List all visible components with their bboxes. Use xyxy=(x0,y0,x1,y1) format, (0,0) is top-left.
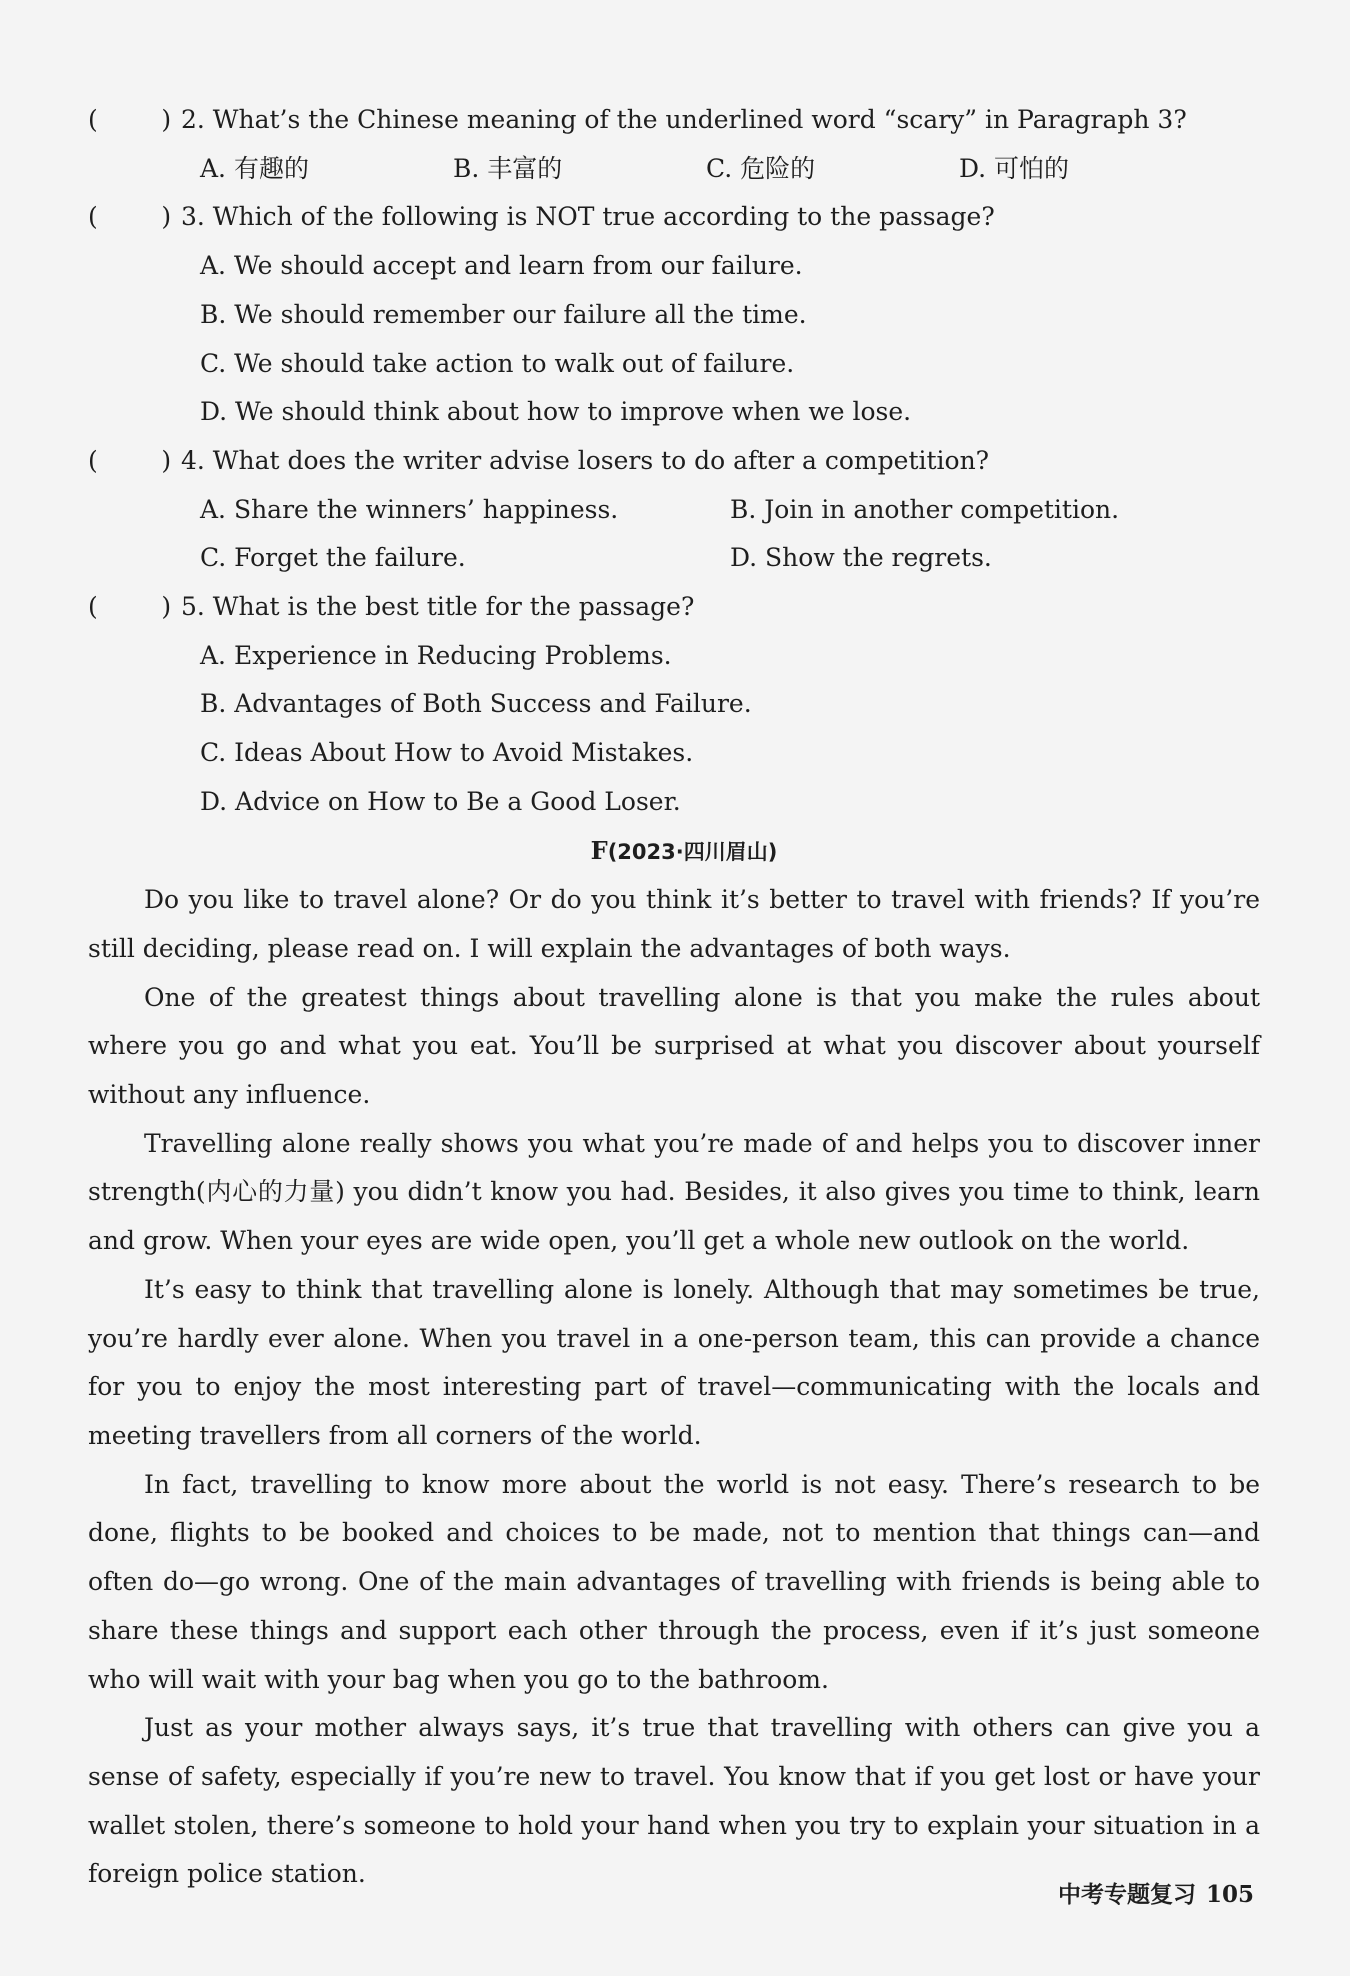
answer-blank[interactable]: ( ) xyxy=(88,445,172,475)
question-stem: 3. Which of the following is NOT true according to the passage? xyxy=(181,202,995,232)
question-5 xyxy=(88,583,1260,632)
question-5-options xyxy=(88,632,1260,827)
question-4-options-row-2 xyxy=(88,534,1260,583)
option-b[interactable]: B. We should remember our failure all the time. xyxy=(200,299,807,329)
answer-blank[interactable]: ( ) xyxy=(88,592,172,622)
question-2 xyxy=(88,96,1260,145)
option-d[interactable]: D. 可怕的 xyxy=(959,153,1070,183)
page-content xyxy=(88,96,1260,1899)
option-a[interactable]: A. Experience in Reducing Problems. xyxy=(200,640,672,670)
option-a[interactable]: A. Share the winners’ happiness. xyxy=(200,494,619,524)
passage-paragraph-1: Do you like to travel alone? Or do you think it’s better to travel with friends? If you’re still deciding, please read on. I will explain the advantages of both ways. xyxy=(88,885,1260,963)
footer-label: 中考专题复习 xyxy=(1057,1882,1196,1908)
passage-paragraph-2: One of the greatest things about travelling alone is that you make the rules about where you go and what you eat. You’ll be surprised at what you discover about yourself without any influence. xyxy=(88,982,1260,1110)
question-stem: 2. What’s the Chinese meaning of the underlined word “scary” in Paragraph 3? xyxy=(181,105,1187,134)
passage-paragraph-3: Travelling alone really shows you what you’re made of and helps you to discover inner strength(内心的力量) you didn’t know you had. Besides, it also gives you time to think, learn and grow. When your eyes are wide open, you’ll get a whole new outlook on the world. xyxy=(88,1128,1260,1256)
answer-blank[interactable]: ( ) xyxy=(88,105,172,134)
question-4-options-row-1 xyxy=(88,486,1260,535)
option-a[interactable]: A. We should accept and learn from our failure. xyxy=(200,251,803,281)
question-stem: 4. What does the writer advise losers to do after a competition? xyxy=(181,445,990,475)
question-stem: 5. What is the best title for the passage? xyxy=(181,592,695,622)
passage-paragraph-6: Just as your mother always says, it’s true that travelling with others can give you a sense of safety, especially if you’re new to travel. You know that if you get lost or have your wallet stolen, there’s someone to hold your hand when you try to explain your situation in a foreign police station. xyxy=(88,1713,1260,1889)
question-4 xyxy=(88,437,1260,486)
question-3 xyxy=(88,193,1260,242)
answer-blank[interactable]: ( ) xyxy=(88,202,172,232)
section-letter: F xyxy=(590,835,608,865)
question-2-options xyxy=(88,145,1260,194)
section-heading xyxy=(108,827,1260,877)
option-b[interactable]: B. Join in another competition. xyxy=(730,494,1120,524)
option-a[interactable]: A. 有趣的 xyxy=(200,153,309,183)
option-c[interactable]: C. 危险的 xyxy=(706,153,816,183)
page-number: 105 xyxy=(1205,1881,1254,1908)
question-3-options xyxy=(88,242,1260,437)
option-b[interactable]: B. Advantages of Both Success and Failure. xyxy=(200,689,752,719)
page-footer xyxy=(1058,1876,1254,1909)
section-source: (2023·四川眉山) xyxy=(607,839,778,864)
option-c[interactable]: C. Forget the failure. xyxy=(200,543,466,573)
passage-paragraph-4: It’s easy to think that travelling alone is lonely. Although that may sometimes be true, you’re hardly ever alone. When you travel in a one-person team, this can provide a chance for you to enjoy the most interesting part of travel—communicating with the locals and meeting travellers from all corners of the world. xyxy=(88,1274,1260,1450)
option-c[interactable]: C. Ideas About How to Avoid Mistakes. xyxy=(200,738,694,768)
option-d[interactable]: D. Advice on How to Be a Good Loser. xyxy=(200,786,681,816)
option-d[interactable]: D. Show the regrets. xyxy=(730,543,992,573)
option-c[interactable]: C. We should take action to walk out of failure. xyxy=(200,348,795,378)
passage-paragraph-5: In fact, travelling to know more about the world is not easy. There’s research to be done, flights to be booked and choices to be made, not to mention that things can—and often do—go wrong. One of the main advantages of travelling with friends is being able to share these things and support each other through the process, even if it’s just someone who will wait with your bag when you go to the bathroom. xyxy=(88,1469,1260,1694)
option-d[interactable]: D. We should think about how to improve when we lose. xyxy=(200,397,912,427)
option-b[interactable]: B. 丰富的 xyxy=(453,153,563,183)
